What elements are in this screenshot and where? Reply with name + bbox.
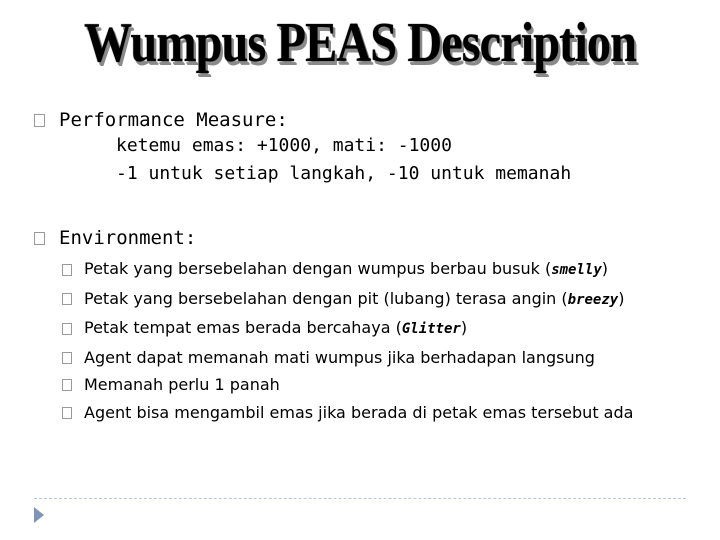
- environment-item-text: Petak tempat emas berada bercahaya (Glitter): [84, 318, 468, 338]
- list-item: [62, 255, 633, 285]
- list-item: [62, 344, 633, 372]
- performance-line-1: ketemu emas: +1000, mati: -1000: [116, 135, 452, 156]
- performance-heading: [34, 106, 288, 134]
- square-bullet-icon: [34, 114, 45, 127]
- performance-section: [34, 106, 288, 134]
- environment-item-text: Agent bisa mengambil emas jika berada di petak emas tersebut ada: [84, 402, 634, 422]
- square-bullet-icon: [62, 379, 72, 391]
- list-item: [62, 399, 633, 427]
- environment-section: [34, 224, 196, 252]
- environment-list: [62, 255, 633, 427]
- footer-divider: [34, 498, 686, 499]
- slide-title: Wumpus PEAS Description: [83, 12, 637, 74]
- square-bullet-icon: [62, 293, 72, 305]
- environment-heading: [34, 224, 196, 252]
- square-bullet-icon: [62, 264, 72, 276]
- square-bullet-icon: [34, 232, 45, 245]
- environment-label: Environment:: [59, 227, 197, 249]
- list-item: [62, 314, 633, 344]
- list-item: [62, 371, 633, 399]
- environment-item-text: Petak yang bersebelahan dengan pit (lubang) terasa angin (breezy): [84, 288, 625, 308]
- environment-item-text: Memanah perlu 1 panah: [84, 375, 280, 395]
- square-bullet-icon: [62, 323, 72, 335]
- performance-label: Performance Measure:: [59, 109, 288, 131]
- square-bullet-icon: [62, 352, 72, 364]
- environment-item-text: Agent dapat memanah mati wumpus jika berhadapan langsung: [84, 347, 595, 367]
- square-bullet-icon: [62, 407, 72, 419]
- list-item: [62, 285, 633, 315]
- environment-item-text: Petak yang bersebelahan dengan wumpus berbau busuk (smelly): [84, 259, 609, 278]
- triangle-right-icon: [34, 507, 44, 523]
- performance-line-2: -1 untuk setiap langkah, -10 untuk memanah: [116, 163, 572, 184]
